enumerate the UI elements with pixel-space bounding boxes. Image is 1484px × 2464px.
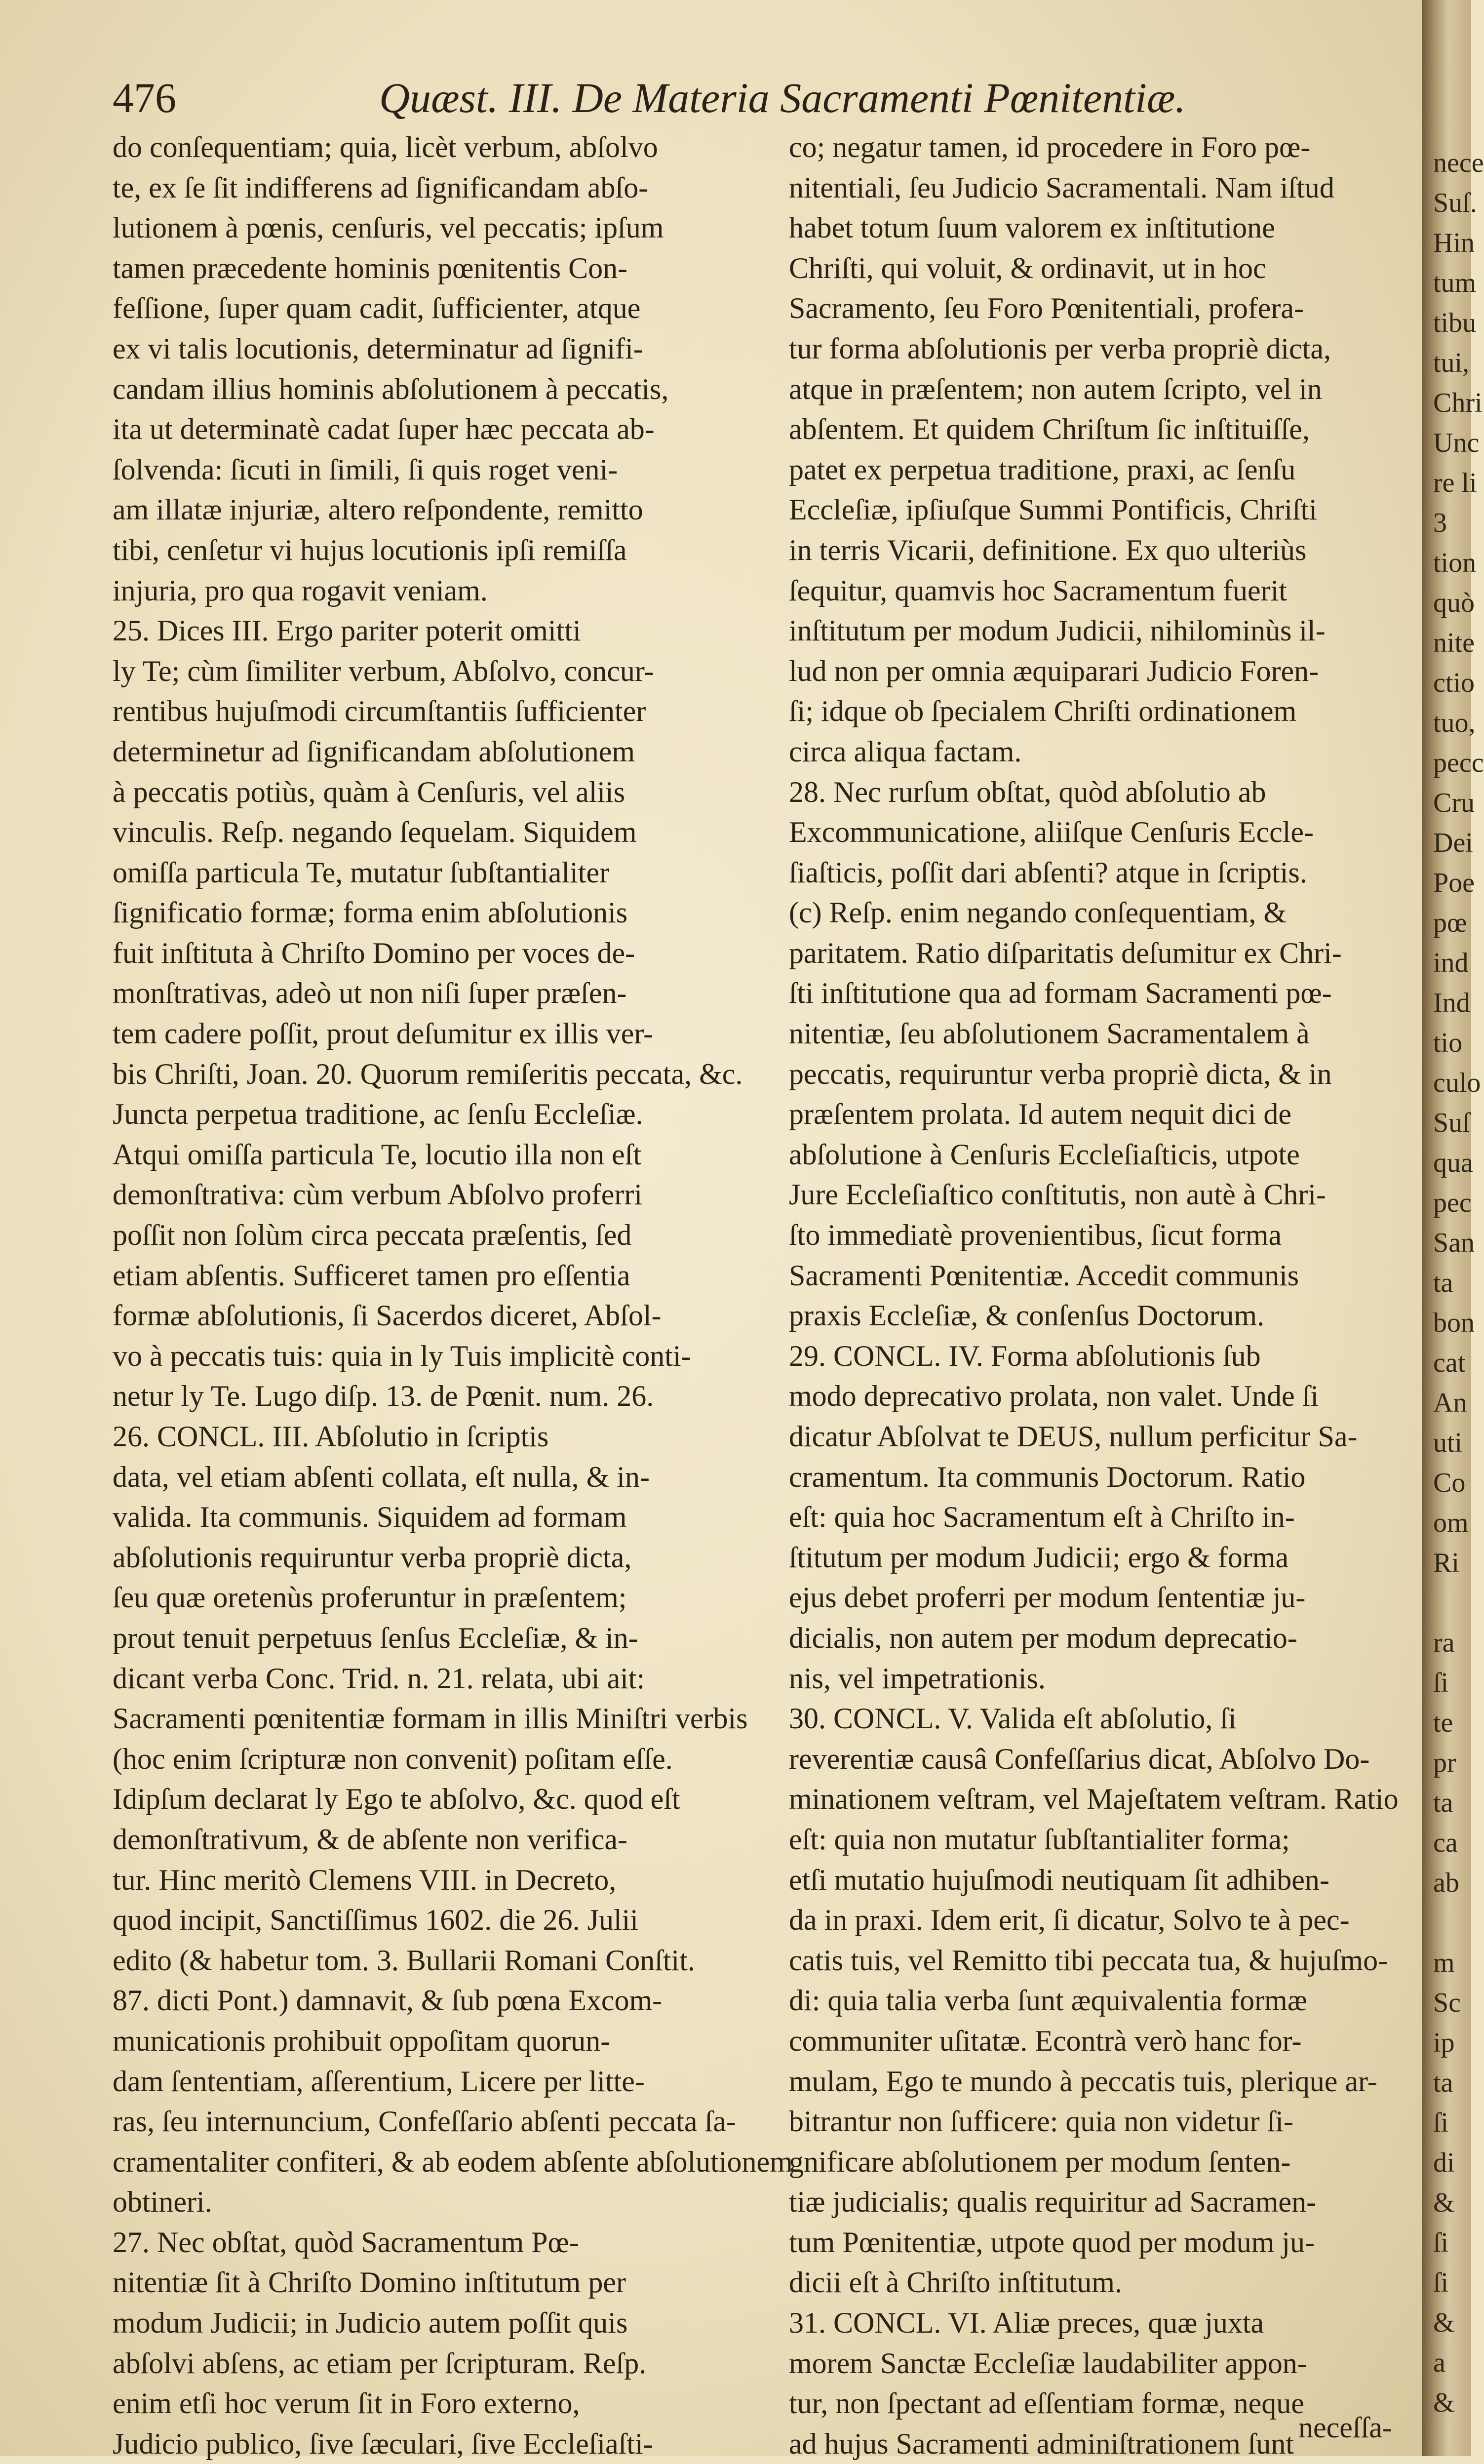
text-line: dicii eſt à Chriſto inſtitutum. — [789, 2266, 1122, 2299]
facing-page-fragment: ſi — [1433, 1668, 1449, 1698]
text-line: ly Te; cùm ſimiliter verbum, Abſolvo, concur- — [113, 654, 654, 687]
text-line: 28. Nec rurſum obſtat, quòd abſolutio ab — [789, 775, 1266, 808]
facing-page-fragment: 3 — [1433, 508, 1447, 538]
text-line: 30. CONCL. V. Valida eſt abſolutio, ſi — [789, 1702, 1237, 1735]
text-line: Sacramenti Pœnitentiæ. Accedit communis — [789, 1259, 1299, 1292]
text-line: 27. Nec obſtat, quòd Sacramentum Pœ- — [113, 2226, 579, 2259]
facing-page-fragment: pec — [1433, 1188, 1472, 1218]
facing-page-fragment: tum — [1433, 268, 1477, 298]
text-line: ſeu quæ oretenùs proferuntur in præſentem; — [113, 1581, 627, 1614]
text-line: atque in præſentem; non autem ſcripto, vel in — [789, 372, 1322, 405]
facing-page-fragment: & — [1433, 2307, 1455, 2338]
text-line: injuria, pro qua rogavit veniam. — [113, 574, 488, 607]
text-line: dicatur Abſolvat te DEUS, nullum perficitur Sa- — [789, 1420, 1358, 1453]
text-line: cramentum. Ita communis Doctorum. Ratio — [789, 1460, 1306, 1493]
text-line: minationem veſtram, vel Majeſtatem veſtram. Ratio — [789, 1783, 1399, 1816]
facing-page-fragment: tuo, — [1433, 708, 1476, 738]
text-line: determinetur ad ſignificandam abſolutionem — [113, 735, 635, 768]
text-line: Chriſti, qui voluit, & ordinavit, ut in hoc — [789, 251, 1266, 284]
text-line: modo deprecativo prolata, non valet. Unde ſi — [789, 1380, 1319, 1413]
facing-page-fragment: Ri — [1433, 1548, 1459, 1578]
text-line: (c) Reſp. enim negando conſequentiam, & — [789, 896, 1287, 929]
text-line: ſto immediatè provenientibus, ſicut forma — [789, 1219, 1282, 1252]
text-line: nitentiæ ſit à Chriſto Domino inſtitutum per — [113, 2266, 626, 2299]
text-line: cramentaliter confiteri, & ab eodem abſente abſolutionem — [113, 2145, 793, 2178]
text-line: Jure Eccleſiaſtico conſtitutis, non autè à Chri- — [789, 1178, 1326, 1211]
facing-page-fragment: Unc — [1433, 428, 1480, 458]
text-line: te, ex ſe ſit indifferens ad ſignificandam abſo- — [113, 171, 649, 204]
catchword: neceſſa- — [1298, 2411, 1392, 2444]
text-line: monſtrativas, adeò ut non niſi ſuper præſen- — [113, 977, 627, 1010]
facing-page-fragment: & — [1433, 2387, 1455, 2418]
text-line: nis, vel impetrationis. — [789, 1662, 1046, 1695]
facing-page-fragment: & — [1433, 2187, 1455, 2218]
text-line: 26. CONCL. III. Abſolutio in ſcriptis — [113, 1420, 549, 1453]
text-line: Judicio publico, ſive ſæculari, ſive Eccleſiaſti- — [113, 2427, 653, 2460]
text-line: habet totum ſuum valorem ex inſtitutione — [789, 211, 1275, 244]
facing-page-fragment: San — [1433, 1228, 1475, 1258]
facing-page-fragment: a — [1433, 2347, 1445, 2378]
text-line: vinculis. Reſp. negando ſequelam. Siquidem — [113, 816, 637, 849]
facing-page-fragment — [1433, 1583, 1471, 1623]
facing-page-fragment: tion — [1433, 548, 1477, 578]
text-line: Sacramento, ſeu Foro Pœnitentiali, profera- — [789, 292, 1304, 325]
text-line: à peccatis potiùs, quàm à Cenſuris, vel aliis — [113, 775, 625, 808]
text-line: tiæ judicialis; qualis requiritur ad Sacramen- — [789, 2186, 1317, 2219]
text-line: ex vi talis locutionis, determinatur ad ſignifi- — [113, 332, 643, 365]
facing-page-fragment: Sc — [1433, 1987, 1461, 2018]
text-line: lutionem à pœnis, cenſuris, vel peccatis; ipſum — [113, 211, 664, 244]
facing-page-fragment: Hin — [1433, 228, 1475, 258]
text-line: gnificare abſolutionem per modum ſenten- — [789, 2145, 1291, 2178]
facing-page-fragment: nece — [1433, 148, 1484, 178]
text-line: feſſione, ſuper quam cadit, ſufficienter, atque — [113, 292, 641, 325]
text-line: ad hujus Sacramenti adminiſtrationem ſunt — [789, 2427, 1294, 2460]
text-line: Idipſum declarat ly Ego te abſolvo, &c. quod eſt — [113, 1783, 680, 1816]
page-number: 476 — [113, 74, 176, 121]
text-line: (hoc enim ſcripturæ non convenit) poſitam eſſe. — [113, 1742, 673, 1775]
left-text-column — [113, 127, 793, 2464]
text-line: nitentiæ, ſeu abſolutionem Sacramentalem à — [789, 1017, 1310, 1050]
facing-page-fragment: culo — [1433, 1068, 1481, 1098]
text-line: nitentiali, ſeu Judicio Sacramentali. Nam iſtud — [789, 171, 1334, 204]
page-header — [113, 63, 1386, 122]
text-line: ras, ſeu internuncium, Confeſſario abſenti peccata ſa- — [113, 2105, 736, 2138]
text-line: co; negatur tamen, id procedere in Foro pœ- — [789, 131, 1311, 163]
facing-page-fragment: Ind — [1433, 988, 1470, 1018]
facing-page-fragment: pecc — [1433, 748, 1484, 778]
facing-page-fragment: cat — [1433, 1348, 1466, 1378]
facing-page-fragment: nite — [1433, 628, 1475, 658]
text-line: patet ex perpetua traditione, praxi, ac ſenſu — [789, 453, 1296, 486]
facing-page-fragment: Suſ. — [1433, 188, 1477, 218]
facing-page-fragment: Co — [1433, 1468, 1466, 1498]
facing-page-fragment: quò — [1433, 588, 1475, 618]
text-line: abſolutionis requiruntur verba propriè dicta, — [113, 1541, 632, 1574]
text-line: abſolutione à Cenſuris Eccleſiaſticis, utpote — [789, 1138, 1300, 1171]
text-line: communiter uſitatæ. Econtrà verò hanc for- — [789, 2024, 1302, 2057]
facing-page-fragment: qua — [1433, 1148, 1473, 1178]
text-line: tibi, cenſetur vi hujus locutionis ipſi remiſſa — [113, 533, 627, 566]
facing-page-fragment: ip — [1433, 2027, 1455, 2058]
facing-page-fragment: bon — [1433, 1308, 1475, 1338]
text-line: municationis prohibuit oppoſitam quorun- — [113, 2024, 611, 2057]
facing-page-fragment — [1433, 1903, 1471, 1943]
facing-page-fragment: ſi — [1433, 2227, 1449, 2258]
facing-page-fragment: ind — [1433, 948, 1469, 978]
facing-page-fragment: ca — [1433, 1828, 1458, 1858]
text-line: dicant verba Conc. Trid. n. 21. relata, ubi ait: — [113, 1662, 645, 1695]
text-line: bitrantur non ſufficere: quia non videtur ſi- — [789, 2105, 1293, 2138]
text-line: bis Chriſti, Joan. 20. Quorum remiſeritis peccata, &c. — [113, 1057, 743, 1090]
text-line: netur ly Te. Lugo diſp. 13. de Pœnit. num. 26. — [113, 1380, 654, 1413]
text-line: rentibus hujuſmodi circumſtantiis ſufficienter — [113, 695, 646, 728]
facing-page-edge — [1433, 143, 1484, 2418]
text-line: edito (& habetur tom. 3. Bullarii Romani Conſtit. — [113, 1944, 695, 1977]
text-line: ſignificatio formæ; forma enim abſolutionis — [113, 896, 628, 929]
running-title: Quæst. III. De Materia Sacramenti Pœnitentiæ. — [379, 74, 1186, 121]
text-line: paritatem. Ratio diſparitatis deſumitur ex Chri- — [789, 936, 1342, 969]
text-line: etiam abſentis. Sufficeret tamen pro eſſentia — [113, 1259, 630, 1292]
text-line: tamen præcedente hominis pœnitentis Con- — [113, 251, 628, 284]
facing-page-fragment: tui, — [1433, 348, 1470, 378]
text-line: mulam, Ego te mundo à peccatis tuis, plerique ar- — [789, 2065, 1377, 2098]
text-line: abſentem. Et quidem Chriſtum ſic inſtituiſſe, — [789, 413, 1310, 446]
text-line: do conſequentiam; quia, licèt verbum, abſolvo — [113, 131, 658, 163]
facing-page-fragment: ſi — [1433, 2267, 1449, 2298]
facing-page-fragment: pr — [1433, 1748, 1456, 1778]
text-line: ſti inſtitutione qua ad formam Sacramenti pœ- — [789, 977, 1332, 1010]
facing-page-fragment: m — [1433, 1947, 1455, 1978]
facing-page-fragment: ab — [1433, 1868, 1459, 1898]
text-line: lud non per omnia æquiparari Judicio Foren- — [789, 654, 1319, 687]
text-line: candam illius hominis abſolutionem à peccatis, — [113, 372, 669, 405]
facing-page-fragment: uti — [1433, 1428, 1463, 1458]
text-line: Juncta perpetua traditione, ac ſenſu Eccleſiæ. — [113, 1098, 643, 1131]
text-line: ſtitutum per modum Judicii; ergo & forma — [789, 1541, 1289, 1574]
text-line: poſſit non ſolùm circa peccata præſentis, ſed — [113, 1219, 632, 1252]
right-text-column — [789, 127, 1402, 2464]
facing-page-fragment: Cru — [1433, 788, 1475, 818]
text-line: dicialis, non autem per modum deprecatio- — [789, 1621, 1297, 1654]
text-line: 87. dicti Pont.) damnavit, & ſub pœna Excom- — [113, 1984, 663, 2017]
text-line: 31. CONCL. VI. Aliæ preces, quæ juxta — [789, 2306, 1264, 2340]
text-line: tur, non ſpectant ad eſſentiam formæ, neque — [789, 2387, 1304, 2420]
facing-page-fragment: om — [1433, 1508, 1469, 1538]
text-line: tem cadere poſſit, prout deſumitur ex illis ver- — [113, 1017, 654, 1050]
text-line: ſolvenda: ſicuti in ſimili, ſi quis roget veni- — [113, 453, 618, 486]
text-line: abſolvi abſens, ac etiam per ſcripturam. Reſp. — [113, 2346, 647, 2380]
text-line: vo à peccatis tuis: quia in ly Tuis implicitè conti- — [113, 1339, 691, 1372]
facing-page-fragment: Chri — [1433, 388, 1483, 418]
text-line: inſtitutum per modum Judicii, nihilominùs il- — [789, 614, 1326, 647]
facing-page-fragment: re li — [1433, 468, 1477, 498]
facing-page-fragment: Suſ — [1433, 1108, 1470, 1138]
text-line: demonſtrativa: cùm verbum Abſolvo proferri — [113, 1178, 643, 1211]
text-line: peccatis, requiruntur verba propriè dicta, & in — [789, 1057, 1332, 1090]
facing-page-fragment: pœ — [1433, 908, 1467, 938]
text-line: eſt: quia non mutatur ſubſtantialiter forma; — [789, 1823, 1290, 1856]
text-line: ſi; idque ob ſpecialem Chriſti ordinationem — [789, 695, 1297, 728]
text-line: Atqui omiſſa particula Te, locutio illa non eſt — [113, 1138, 642, 1171]
facing-page-fragment: Dei — [1433, 828, 1473, 858]
text-line: enim etſi hoc verum ſit in Foro externo, — [113, 2387, 580, 2420]
text-line: di: quia talia verba ſunt æquivalentia formæ — [789, 1984, 1307, 2017]
facing-page-fragment: tio — [1433, 1028, 1463, 1058]
text-line: Sacramenti pœnitentiæ formam in illis Miniſtri verbis — [113, 1702, 748, 1735]
text-line: da in praxi. Idem erit, ſi dicatur, Solvo te à pec- — [789, 1904, 1350, 1937]
text-line: in terris Vicarii, definitione. Ex quo ulteriùs — [789, 533, 1307, 566]
text-line: ejus debet proferri per modum ſententiæ ju- — [789, 1581, 1306, 1614]
text-line: tur forma abſolutionis per verba propriè dicta, — [789, 332, 1331, 365]
text-line: ſequitur, quamvis hoc Sacramentum fuerit — [789, 574, 1287, 607]
text-line: etſi mutatio hujuſmodi neutiquam ſit adhiben- — [789, 1863, 1329, 1896]
text-line: obtineri. — [113, 2186, 212, 2219]
text-line: prout tenuit perpetuus ſenſus Eccleſiæ, & in- — [113, 1621, 638, 1654]
text-line: modum Judicii; in Judicio autem poſſit quis — [113, 2306, 628, 2340]
facing-page-fragment: ta — [1433, 1268, 1453, 1298]
text-line: praxis Eccleſiæ, & conſenſus Doctorum. — [789, 1299, 1265, 1332]
text-line: 29. CONCL. IV. Forma abſolutionis ſub — [789, 1339, 1261, 1372]
facing-page-fragment: ta — [1433, 2067, 1453, 2098]
text-line: valida. Ita communis. Siquidem ad formam — [113, 1501, 627, 1534]
text-line: morem Sanctæ Eccleſiæ laudabiliter appon- — [789, 2346, 1307, 2380]
facing-page-fragment: te — [1433, 1708, 1453, 1738]
text-line: ita ut determinatè cadat ſuper hæc peccata ab- — [113, 413, 655, 446]
text-line: omiſſa particula Te, mutatur ſubſtantialiter — [113, 856, 610, 889]
facing-page-fragment: di — [1433, 2147, 1455, 2178]
text-line: circa aliqua factam. — [789, 735, 1022, 768]
facing-page-fragment: ctio — [1433, 668, 1475, 698]
text-line: Eccleſiæ, ipſiuſque Summi Pontificis, Chriſti — [789, 493, 1317, 526]
text-line: demonſtrativum, & de abſente non verifica- — [113, 1823, 627, 1856]
text-line: dam ſententiam, aſſerentium, Licere per litte- — [113, 2065, 645, 2098]
text-line: formæ abſolutionis, ſi Sacerdos diceret, Abſol- — [113, 1299, 662, 1332]
text-line: ſiaſticis, poſſit dari abſenti? atque in ſcriptis. — [789, 856, 1307, 889]
text-line: 25. Dices III. Ergo pariter poterit omitti — [113, 614, 581, 647]
text-line: tur. Hinc meritò Clemens VIII. in Decreto, — [113, 1863, 617, 1896]
text-line: catis tuis, vel Remitto tibi peccata tua, & hujuſmo- — [789, 1944, 1388, 1977]
text-line: fuit inſtituta à Chriſto Domino per voces de- — [113, 936, 635, 969]
text-line: data, vel etiam abſenti collata, eſt nulla, & in- — [113, 1460, 650, 1493]
text-line: reverentiæ causâ Confeſſarius dicat, Abſolvo Do- — [789, 1742, 1370, 1775]
facing-page-fragment: Poe — [1433, 868, 1475, 898]
facing-page-fragment: ta — [1433, 1788, 1453, 1818]
facing-page-fragment: An — [1433, 1388, 1467, 1418]
text-line: præſentem prolata. Id autem nequit dici de — [789, 1098, 1292, 1131]
facing-page-fragment: tibu — [1433, 308, 1477, 338]
text-line: quod incipit, Sanctiſſimus 1602. die 26. Julii — [113, 1904, 638, 1937]
text-line: eſt: quia hoc Sacramentum eſt à Chriſto in- — [789, 1501, 1295, 1534]
text-line: am illatæ injuriæ, altero reſpondente, remitto — [113, 493, 643, 526]
facing-page-fragment: ra — [1433, 1628, 1455, 1658]
text-line: tum Pœnitentiæ, utpote quod per modum ju- — [789, 2226, 1315, 2259]
facing-page-fragment: ſi — [1433, 2107, 1449, 2138]
text-line: Excommunicatione, aliiſque Cenſuris Eccle- — [789, 816, 1314, 849]
